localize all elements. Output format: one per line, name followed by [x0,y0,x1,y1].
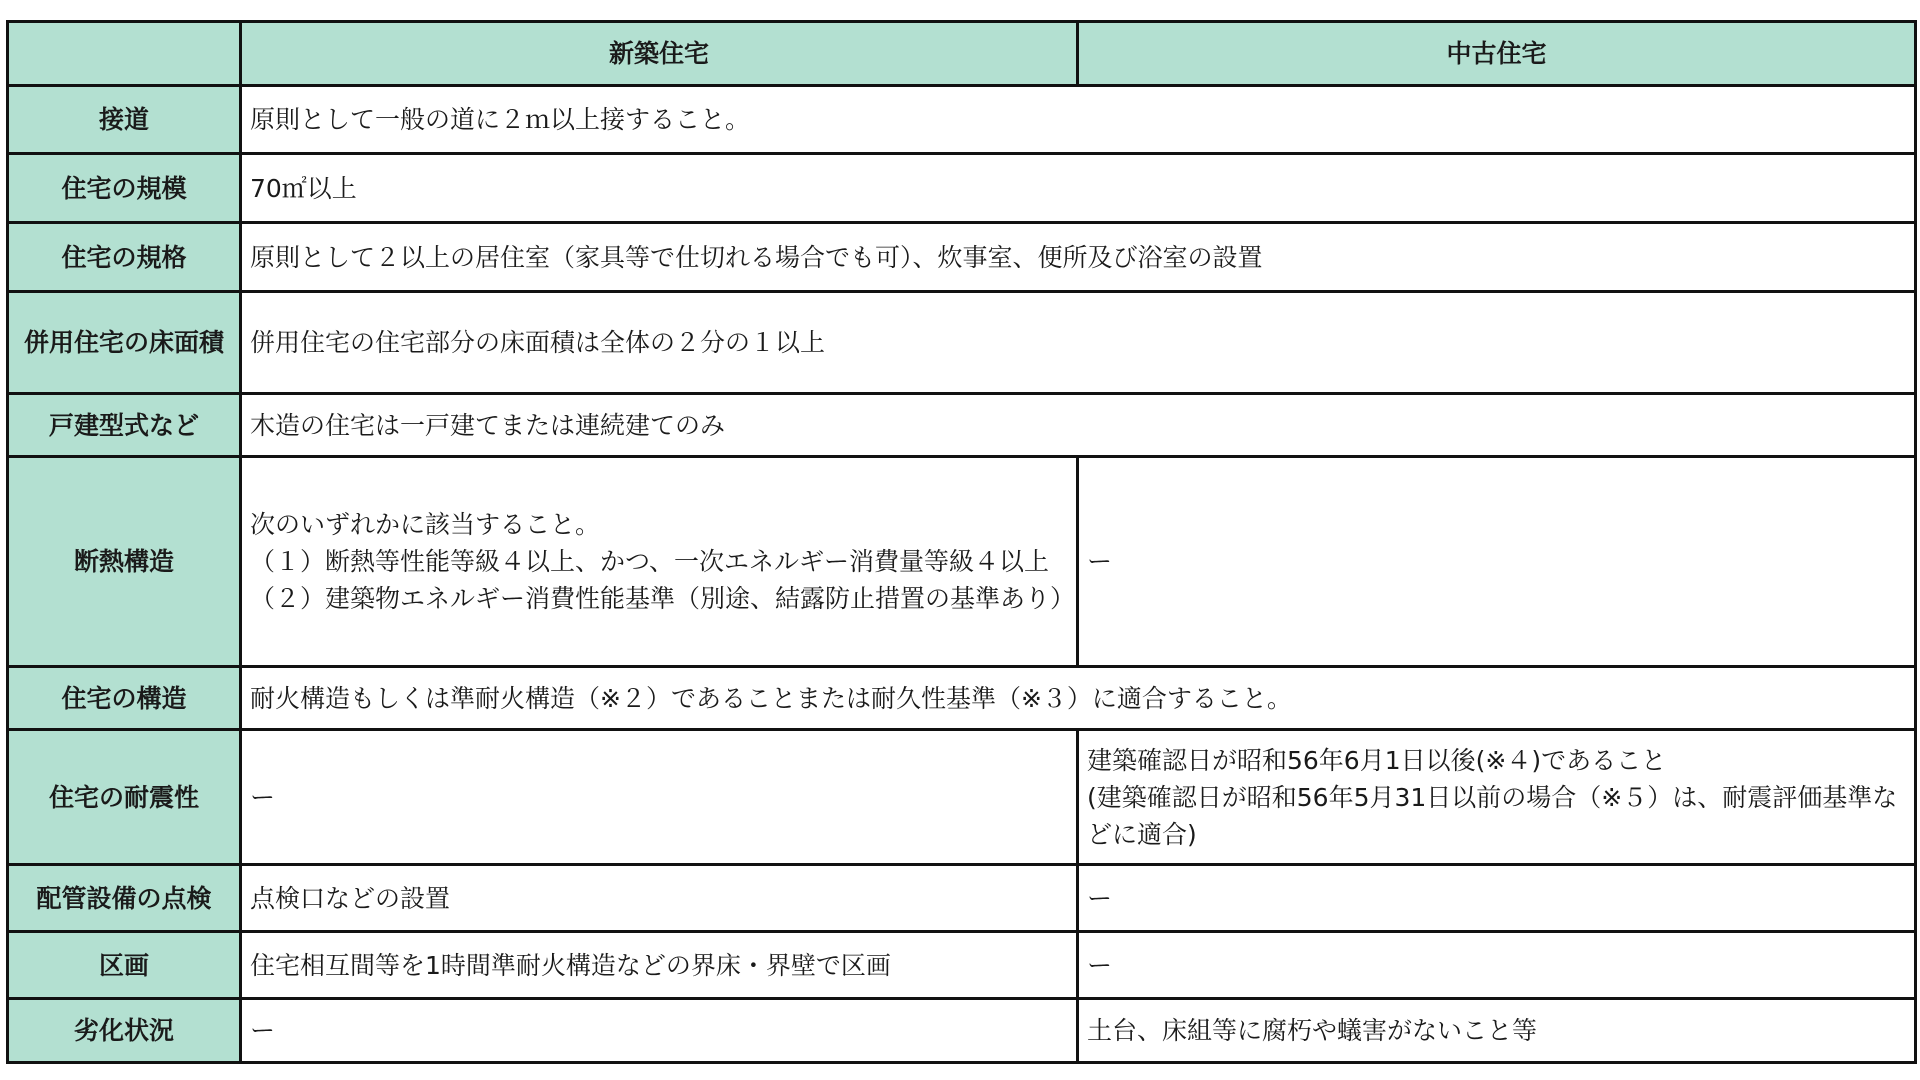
table-row [8,932,1916,999]
table-row [8,457,1916,667]
row-label-partition: 区画 [8,932,241,999]
table-row [8,999,1916,1063]
row-value-mixed-use-floor-area: 併用住宅の住宅部分の床面積は全体の２分の１以上 [241,292,1916,394]
header-new-housing: 新築住宅 [241,22,1078,86]
row-value-housing-size: 70㎡以上 [241,154,1916,223]
criteria-table-container [6,20,1914,1064]
table-row [8,865,1916,932]
row-value-building-type: 木造の住宅は一戸建てまたは連続建てのみ [241,394,1916,457]
row-value-piping-inspection-new: 点検口などの設置 [241,865,1078,932]
header-row [8,22,1916,86]
row-label-housing-size: 住宅の規模 [8,154,241,223]
row-value-deterioration-new: ー [241,999,1078,1063]
row-label-piping-inspection: 配管設備の点検 [8,865,241,932]
table-row [8,394,1916,457]
row-label-insulation: 断熱構造 [8,457,241,667]
row-value-earthquake-resistance-new: ー [241,730,1078,865]
row-value-insulation-new: 次のいずれかに該当すること。 （１）断熱等性能等級４以上、かつ、一次エネルギー消費量等級４以上 （２）建築物エネルギー消費性能基準（別途、結露防止措置の基準あり） [241,457,1078,667]
table-row [8,292,1916,394]
criteria-table [6,20,1917,1064]
row-label-deterioration: 劣化状況 [8,999,241,1063]
table-row [8,667,1916,730]
row-label-mixed-use-floor-area: 併用住宅の床面積 [8,292,241,394]
row-label-housing-standard: 住宅の規格 [8,223,241,292]
table-row [8,154,1916,223]
table-row [8,223,1916,292]
row-label-road-access: 接道 [8,86,241,154]
row-value-earthquake-resistance-used: 建築確認日が昭和56年6月1日以後(※４)であること (建築確認日が昭和56年5月31日以前の場合（※５）は、耐震評価基準などに適合) [1078,730,1916,865]
row-value-piping-inspection-used: ー [1078,865,1916,932]
row-value-housing-standard: 原則として２以上の居住室（家具等で仕切れる場合でも可）、炊事室、便所及び浴室の設置 [241,223,1916,292]
row-label-building-type: 戸建型式など [8,394,241,457]
row-value-partition-new: 住宅相互間等を1時間準耐火構造などの界床・界壁で区画 [241,932,1078,999]
row-value-structure: 耐火構造もしくは準耐火構造（※２）であることまたは耐久性基準（※３）に適合すること。 [241,667,1916,730]
row-label-structure: 住宅の構造 [8,667,241,730]
row-value-partition-used: ー [1078,932,1916,999]
row-label-earthquake-resistance: 住宅の耐震性 [8,730,241,865]
table-row [8,730,1916,865]
table-row [8,86,1916,154]
header-used-housing: 中古住宅 [1078,22,1916,86]
header-corner-cell [8,22,241,86]
row-value-insulation-used: ー [1078,457,1916,667]
row-value-deterioration-used: 土台、床組等に腐朽や蟻害がないこと等 [1078,999,1916,1063]
row-value-road-access: 原則として一般の道に２ｍ以上接すること。 [241,86,1916,154]
